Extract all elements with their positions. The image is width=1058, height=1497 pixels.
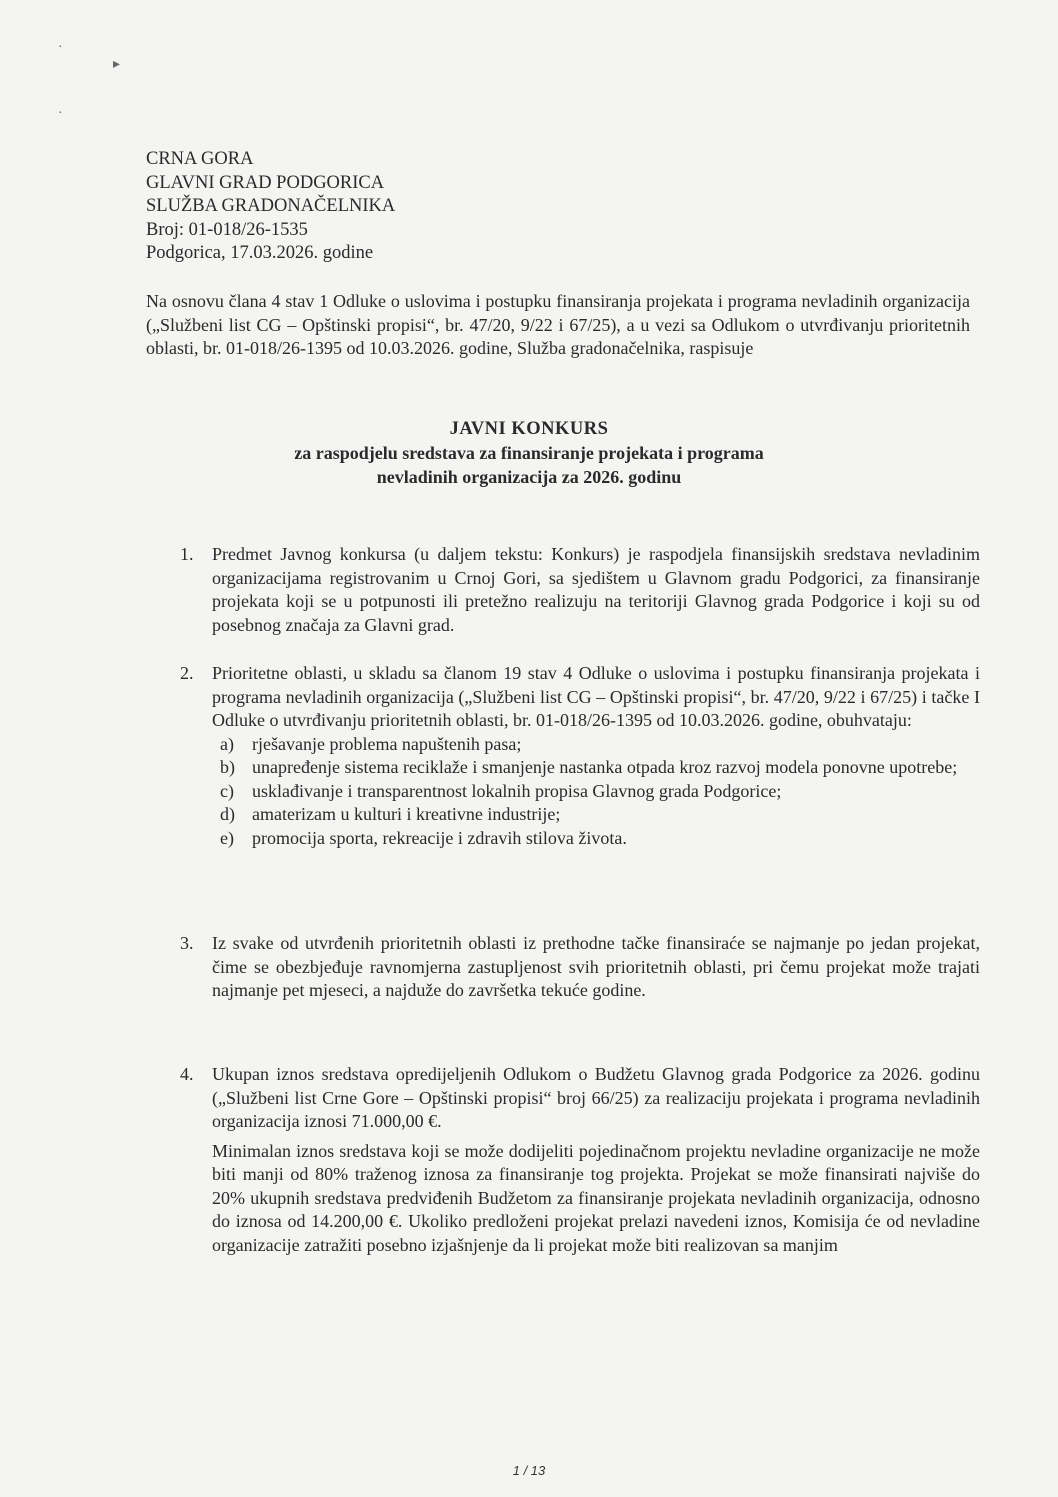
sub-item [220, 803, 980, 827]
scan-mark: ▸ [113, 57, 121, 72]
item-text: Prioritetne oblasti, u skladu sa članom 19 stav 4 Odluke o uslovima i postupku finansiranja projekata i programa nevladinih organizacija („Službeni list CG – Opštinski propisi“, br. 47/20, 9/22 i 67/25) i tačke I Odluke o utvrđivanju prioritetnih oblasti, br. 01-018/26-1395 od 10.03.2026. godine, obuhvataju: [212, 663, 980, 730]
item-text: Ukupan iznos sredstava opredijeljenih Odlukom o Budžetu Glavnog grada Podgorice za 2026. godinu („Službeni list Crne Gore – Opštinski propisi“ broj 66/25) za realizaciju projekata i programa nevladinih organizacija iznosi 71.000,00 €. [212, 1064, 980, 1131]
item-body [212, 1063, 980, 1257]
item-number: 2. [180, 663, 194, 683]
item-number: 1. [180, 544, 194, 564]
item-body [212, 662, 980, 850]
item-number: 4. [180, 1064, 194, 1084]
title-subtitle-2: nevladinih organizacija za 2026. godinu [376, 467, 682, 487]
title-main: JAVNI KONKURS [449, 419, 609, 439]
list-item [180, 543, 980, 637]
header-date: Podgorica, 17.03.2026. godine [146, 243, 374, 263]
sub-item-text: unapređenje sistema reciklaže i smanjenje nastanka otpada kroz razvoj modela ponovne upotrebe; [252, 757, 958, 777]
sub-item-text: usklađivanje i transparentnost lokalnih propisa Glavnog grada Podgorice; [252, 780, 782, 801]
sub-item-label: e) [220, 827, 234, 848]
title-subtitle-1: za raspodjelu sredstava za finansiranje projekata i programa [294, 443, 764, 463]
document-title [0, 417, 1058, 489]
sub-item-label: b) [220, 757, 235, 777]
list-item [180, 932, 980, 1003]
item-text: Iz svake od utvrđenih prioritetnih oblasti iz prethodne tačke finansiraće se najmanje po jedan projekat, čime se obezbjeđuje ravnomjerna zastupljenost svih prioritetnih oblasti, pri čemu projekat može trajati najmanje pet mjeseci, a najduže do završetka tekuće godine. [212, 933, 980, 1000]
item-text-continued: Minimalan iznos sredstava koji se može dodijeliti pojedinačnom projektu nevladine organizacije ne može biti manji od 80% traženog iznosa za finansiranje tog projekta. Projekat se može finansirati najviše do 20% ukupnih sredstava predviđenih Budžetom za finansiranje projekata nevladinih organizacija, odnosno do iznosa od 14.200,00 €. Ukoliko predloženi projekat prelazi navedeni iznos, Komisija će od nevladine organizacije zatražiti posebno izjašnjenje da li projekat može biti realizovan sa manjim [212, 1140, 980, 1255]
item-number: 3. [180, 933, 194, 953]
priority-areas-list [220, 733, 980, 851]
sub-item-label: d) [220, 804, 235, 824]
list-item [180, 662, 980, 850]
sub-item [220, 780, 980, 804]
sub-item-text: rješavanje problema napuštenih pasa; [252, 733, 522, 754]
sub-item [220, 827, 980, 851]
sub-item-label: a) [220, 733, 234, 754]
intro-paragraph: Na osnovu člana 4 stav 1 Odluke o uslovima i postupku finansiranja projekata i programa nevladinih organizacija („Službeni list CG – Opštinski propisi“, br. 47/20, 9/22 i 67/25), a u vezi sa Odlukom o utvrđivanju prioritetnih oblasti, br. 01-018/26-1395 od 10.03.2026. godine, Služba gradonačelnika, raspisuje [146, 291, 970, 358]
item-text: Predmet Javnog konkursa (u daljem tekstu: Konkurs) je raspodjela finansijskih sredstava nevladinim organizacijama registrovanim u Crnoj Gori, sa sjedištem u Glavnom gradu Podgorici, za finansiranje projekata koji se u potpunosti ili pretežno realizuju na teritoriji Glavnog grada Podgorice i koji su od posebnog značaja za Glavni grad. [212, 544, 980, 635]
sub-item [220, 756, 980, 780]
scan-mark: · [58, 40, 63, 55]
header-number: Broj: 01-018/26-1535 [146, 219, 308, 240]
sub-item-label: c) [220, 780, 234, 801]
document-header [146, 148, 395, 266]
sub-item-text: promocija sporta, rekreacije i zdravih stilova života. [252, 827, 627, 848]
sub-item [220, 733, 980, 757]
scan-mark: · [58, 106, 63, 121]
header-office: SLUŽBA GRADONAČELNIKA [146, 196, 396, 216]
list-item [180, 1063, 980, 1257]
sub-item-text: amaterizam u kulturi i kreativne industrije; [252, 804, 561, 824]
header-country: CRNA GORA [146, 149, 254, 169]
page-number: 1 / 13 [512, 1463, 546, 1478]
header-city: GLAVNI GRAD PODGORICA [146, 172, 385, 193]
